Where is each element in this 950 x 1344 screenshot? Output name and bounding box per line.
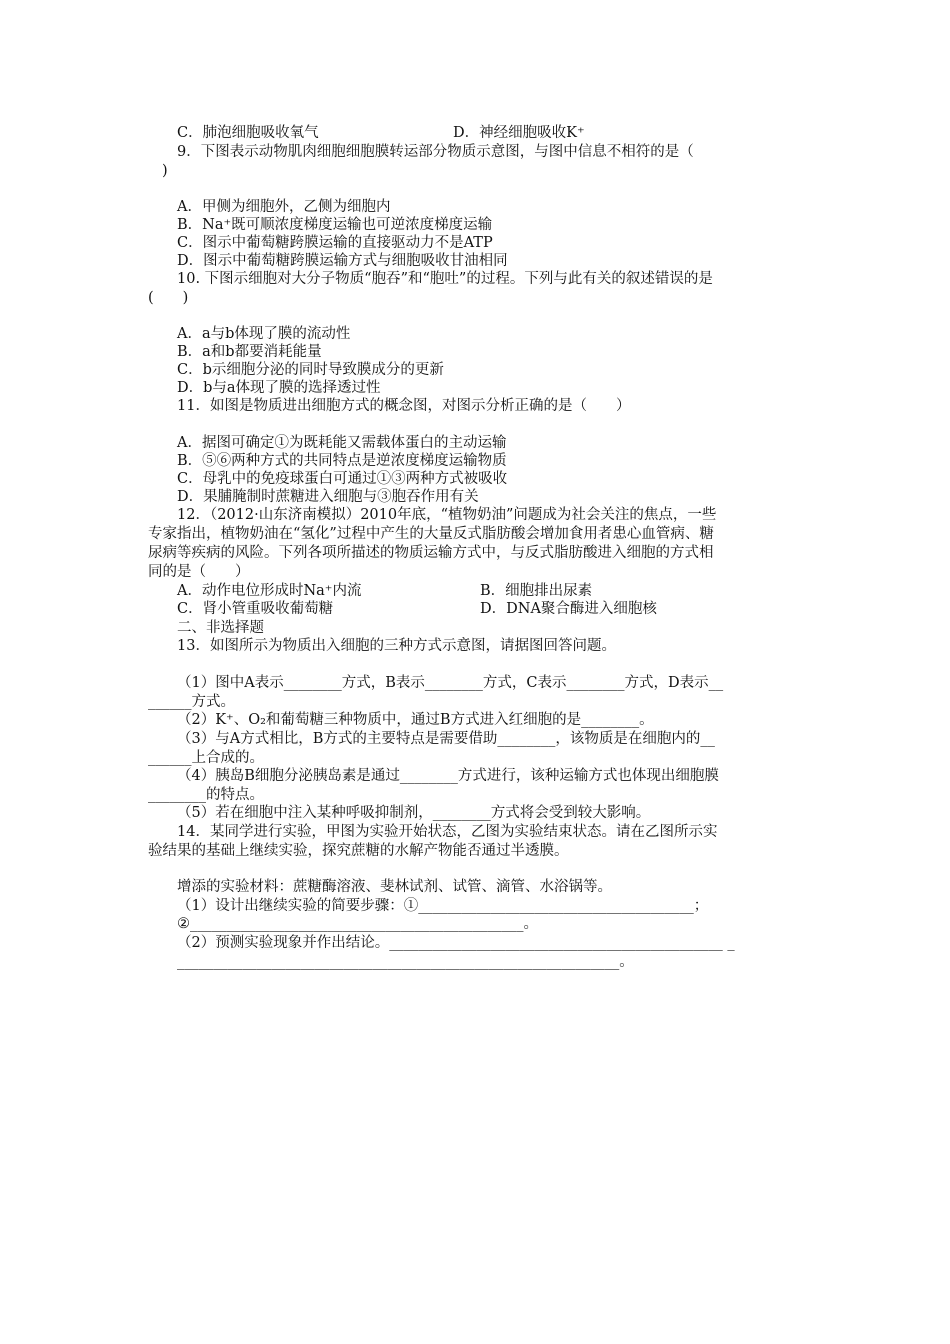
q12-stem-2: 专家指出，植物奶油在“氢化”过程中产生的大量反式脂肪酸会增加食用者患心血管病、糖 [148,526,714,542]
q9-option-a: A．甲侧为细胞外，乙侧为细胞内 [177,199,391,215]
q10-option-b: B．a和b都要消耗能量 [177,344,322,360]
q9-stem: 9．下图表示动物肌肉细胞细胞膜转运部分物质示意图，与图中信息不相符的是（ [177,144,694,160]
q10-option-a: A．a与b体现了膜的流动性 [177,326,351,342]
q14-part2: （2）预测实验现象并作出结论。______________________________________________ _ [177,935,735,951]
q13-part4: （4）胰岛B细胞分泌胰岛素是通过________方式进行，该种运输方式也体现出细胞膜 [177,768,719,784]
section-heading: 二、非选择题 [177,620,264,636]
q12-option-a: A．动作电位形成时Na⁺内流 [177,583,362,599]
q13-part1: （1）图中A表示________方式，B表示________方式，C表示________方式，D表示__ [177,675,724,691]
q9-option-d: D．图示中葡萄糖跨膜运输方式与细胞吸收甘油相同 [177,253,508,269]
q12-stem: 12．（2012·山东济南模拟）2010年底，“植物奶油”问题成为社会关注的焦点，一些 [177,507,717,523]
q13-part2: （2）K⁺、O₂和葡萄糖三种物质中，通过B方式进入红细胞的是________。 [177,712,654,728]
q14-stem: 14．某同学进行实验，甲图为实验开始状态，乙图为实验结束状态。请在乙图所示实 [177,824,718,840]
q12-option-c: C．肾小管重吸收葡萄糖 [177,601,334,617]
q14-part2-end: _____________________________________________________________。 [177,954,634,970]
q14-part1-end: ②______________________________________________。 [177,916,538,932]
q11-option-a: A．据图可确定①为既耗能又需载体蛋白的主动运输 [177,435,507,451]
q13-stem: 13．如图所示为物质出入细胞的三种方式示意图，请据图回答问题。 [177,638,616,654]
q10-stem-end: ( ) [148,290,189,306]
q9-stem-end: ) [162,163,168,179]
q12-stem-4: 同的是（ ） [148,564,250,580]
q10-option-d: D．b与a体现了膜的选择透过性 [177,380,381,396]
q12-stem-3: 尿病等疾病的风险。下列各项所描述的物质运输方式中，与反式脂肪酸进入细胞的方式相 [148,545,714,561]
q14-part1: （1）设计出继续实验的简要步骤：①______________________________________； [177,898,709,914]
q9-option-b: B．Na⁺既可顺浓度梯度运输也可逆浓度梯度运输 [177,217,493,233]
q13-part3-end: ______上合成的。 [148,750,264,766]
q13-part3: （3）与A方式相比，B方式的主要特点是需要借助________，该物质是在细胞内的__ [177,731,715,747]
q11-option-c: C．母乳中的免疫球蛋白可通过①③两种方式被吸收 [177,471,508,487]
q14-materials: 增添的实验材料：蔗糖酶溶液、斐林试剂、试管、滴管、水浴锅等。 [177,879,612,895]
q10-option-c: C．b示细胞分泌的同时导致膜成分的更新 [177,362,444,378]
q13-part4-end: ________的特点。 [148,787,264,803]
q8-option-c: C．肺泡细胞吸收氧气 [177,125,319,141]
q12-option-b: B．细胞排出尿素 [480,583,593,599]
q10-stem: 10. 下图示细胞对大分子物质“胞吞”和“胞吐”的过程。下列与此有关的叙述错误的是 [177,271,713,287]
q11-option-d: D．果脯腌制时蔗糖进入细胞与③胞吞作用有关 [177,489,479,505]
q14-stem-2: 验结果的基础上继续实验，探究蔗糖的水解产物能否通过半透膜。 [148,843,569,859]
q11-stem: 11．如图是物质进出细胞方式的概念图，对图示分析正确的是（ ） [177,398,631,414]
q12-option-d: D．DNA聚合酶进入细胞核 [480,601,657,617]
q9-option-c: C．图示中葡萄糖跨膜运输的直接驱动力不是ATP [177,235,493,251]
q8-option-d: D．神经细胞吸收K⁺ [453,125,585,141]
q13-part5: （5）若在细胞中注入某种呼吸抑制剂，________方式将会受到较大影响。 [177,805,651,821]
q13-part1-end: ______方式。 [148,694,235,710]
q11-option-b: B．⑤⑥两种方式的共同特点是逆浓度梯度运输物质 [177,453,507,469]
